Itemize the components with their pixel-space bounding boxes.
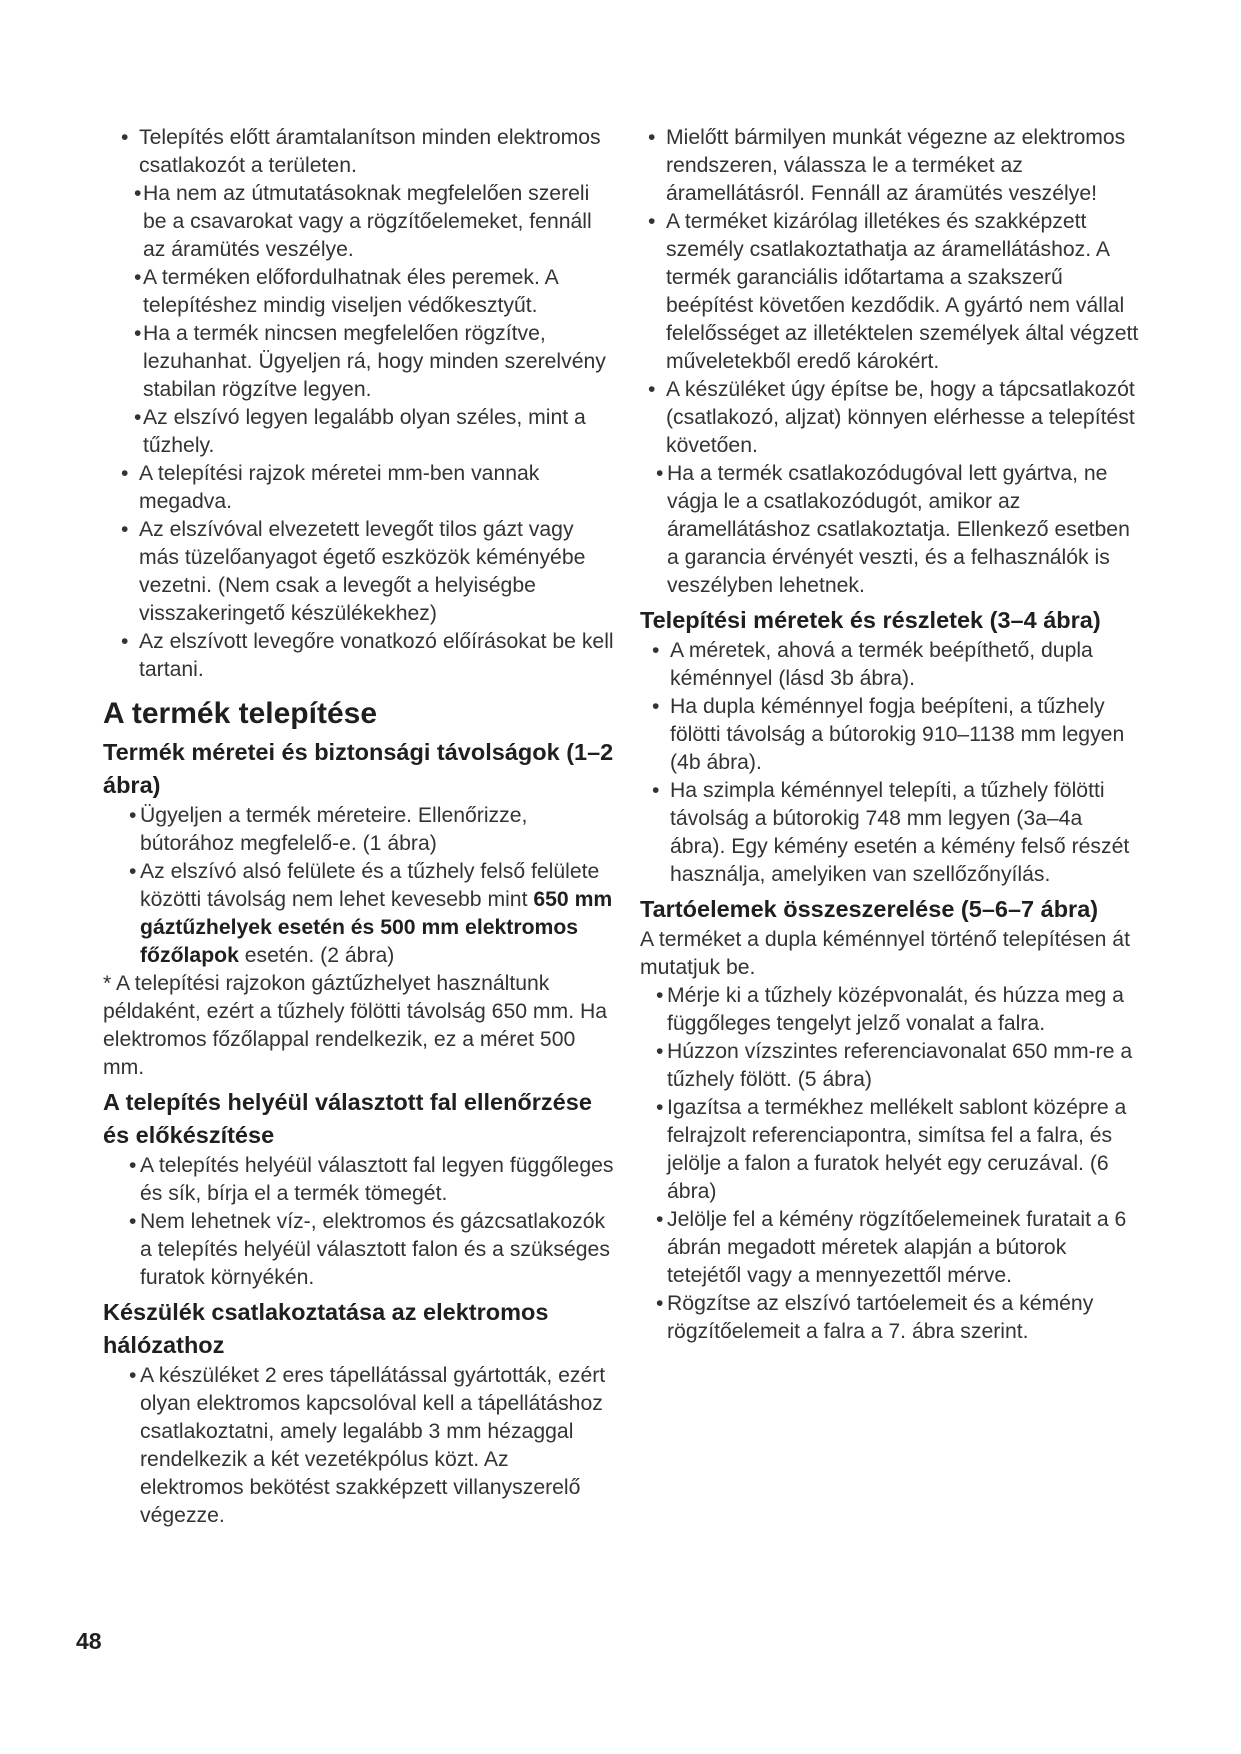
- right-column: [640, 124, 1140, 1346]
- list-item: • Ha a termék nincsen megfelelően rögzítve, lezuhanhat. Ügyeljen rá, hogy minden szerelvény stabilan rögzítve legyen.: [113, 320, 618, 404]
- dimensions-bullets: [113, 802, 618, 970]
- list-item: • Mérje ki a tűzhely középvonalát, és húzza meg a függőleges tengelyt jelző vonalat a falra.: [640, 982, 1140, 1038]
- list-item: • A terméket kizárólag illetékes és szakképzett személy csatlakoztathatja az áramellátáshoz. A termék garanciális időtartama a szakszerű beépítést követően kezdődik. A gyártó nem vállal felelősséget az illetéktelen személyek által végzett műveletekből eredő károkért.: [640, 208, 1140, 376]
- intro-bullets-right: [640, 124, 1140, 600]
- page-number: 48: [76, 1628, 102, 1654]
- dims-text-bold: 650 mm gáztűzhelyek esetén és 500 mm elektromos főzőlapok: [140, 888, 613, 967]
- list-item: • A méretek, ahová a termék beépíthető, dupla kéménnyel (lásd 3b ábra).: [640, 637, 1140, 693]
- list-item: • Az elszívó legyen legalább olyan széles, mint a tűzhely.: [113, 404, 618, 460]
- list-item: • Ha a termék csatlakozódugóval lett gyártva, ne vágja le a csatlakozódugót, amikor az áramellátáshoz csatlakoztatja. Ellenkező esetben a garancia érvényét veszti, és a felhasználók is veszélyben lehetnek.: [640, 460, 1140, 600]
- list-item: • Mielőtt bármilyen munkát végezne az elektromos rendszeren, válassza le a terméket az áramellátásról. Fennáll az áramütés veszélye!: [640, 124, 1140, 208]
- brackets-intro: A terméket a dupla kéménnyel történő telepítésen át mutatjuk be.: [640, 928, 1130, 979]
- list-item: • A készüléket 2 eres tápellátással gyártották, ezért olyan elektromos kapcsolóval kell a tápellátáshoz csatlakoztatni, amely legalább 3 mm hézaggal rendelkezik a két vezetékpólus közt. Az elektromos bekötést szakképzett villanyszerelő végezze.: [113, 1362, 618, 1530]
- list-item: • Ha szimpla kéménnyel telepíti, a tűzhely fölötti távolság a bútorokig 748 mm legyen (3a–4a ábra). Egy kémény esetén a kémény felső részét használja, amelyiken van szellőzőnyílás.: [640, 777, 1140, 889]
- list-item: • Jelölje fel a kémény rögzítőelemeinek furatait a 6 ábrán megadott méretek alapján a bútorok tetejétől vagy a mennyezettől mérve.: [640, 1206, 1140, 1290]
- dims-text-pre: Az elszívó alsó felülete és a tűzhely felső felülete közötti távolság nem lehet kevesebb mint: [140, 860, 600, 911]
- list-item: • A telepítési rajzok méretei mm-ben vannak megadva.: [113, 460, 618, 516]
- wall-bullets: [113, 1152, 618, 1292]
- subheading-brackets: Tartóelemek összeszerelése (5–6–7 ábra): [640, 896, 1099, 922]
- list-item: • Telepítés előtt áramtalanítson minden elektromos csatlakozót a területen.: [113, 124, 618, 180]
- subheading-dimensions: Termék méretei és biztonsági távolságok (1–2 ábra): [103, 739, 614, 798]
- footnote: * A telepítési rajzokon gáztűzhelyet használtunk példaként, ezért a tűzhely fölötti távolság 650 mm. Ha elektromos főzőlappal rendelkezik, ez a méret 500 mm.: [103, 972, 608, 1079]
- intro-bullets-left: [113, 124, 618, 684]
- list-item: • A telepítés helyéül választott fal legyen függőleges és sík, bírja el a termék tömegét.: [113, 1152, 618, 1208]
- subheading-wall: A telepítés helyéül választott fal ellenőrzése és előkészítése: [103, 1089, 592, 1148]
- list-item: • Ha dupla kéménnyel fogja beépíteni, a tűzhely fölötti távolság a bútorokig 910–1138 mm legyen (4b ábra).: [640, 693, 1140, 777]
- list-item: • Az elszívott levegőre vonatkozó előírásokat be kell tartani.: [113, 628, 618, 684]
- list-item: • Igazítsa a termékhez mellékelt sablont középre a felrajzolt referenciapontra, simítsa fel a falra, és jelölje a falon a furatok helyét egy ceruzával. (6 ábra): [640, 1094, 1140, 1206]
- list-item: • Az elszívóval elvezetett levegőt tilos gázt vagy más tüzelőanyagot égető eszközök kéményébe vezetni. (Nem csak a levegőt a helyiségbe visszakeringető készülékekhez): [113, 516, 618, 628]
- list-item: • Húzzon vízszintes referenciavonalat 650 mm-re a tűzhely fölött. (5 ábra): [640, 1038, 1140, 1094]
- subheading-sizes: Telepítési méretek és részletek (3–4 ábra): [640, 607, 1101, 633]
- list-item: • Ha nem az útmutatásoknak megfelelően szereli be a csavarokat vagy a rögzítőelemeket, fennáll az áramütés veszélye.: [113, 180, 618, 264]
- list-item: [113, 858, 618, 970]
- list-item: • A készüléket úgy építse be, hogy a tápcsatlakozót (csatlakozó, aljzat) könnyen elérhesse a telepítést követően.: [640, 376, 1140, 460]
- subheading-electric: Készülék csatlakoztatása az elektromos hálózathoz: [103, 1299, 549, 1358]
- list-item: • Rögzítse az elszívó tartóelemeit és a kémény rögzítőelemeit a falra a 7. ábra szerint.: [640, 1290, 1140, 1346]
- electric-bullets: [113, 1362, 618, 1530]
- brackets-bullets: [640, 982, 1140, 1346]
- list-item: • Ügyeljen a termék méreteire. Ellenőrizze, bútorához megfelelő-e. (1 ábra): [113, 802, 618, 858]
- left-column: [103, 124, 618, 1530]
- list-item: • A terméken előfordulhatnak éles peremek. A telepítéshez mindig viseljen védőkesztyűt.: [113, 264, 618, 320]
- list-item: • Nem lehetnek víz-, elektromos és gázcsatlakozók a telepítés helyéül választott falon és a szükséges furatok környékén.: [113, 1208, 618, 1292]
- sizes-bullets: [640, 637, 1140, 889]
- section-heading-install: A termék telepítése: [103, 697, 378, 730]
- dims-text-post: esetén. (2 ábra): [238, 944, 395, 967]
